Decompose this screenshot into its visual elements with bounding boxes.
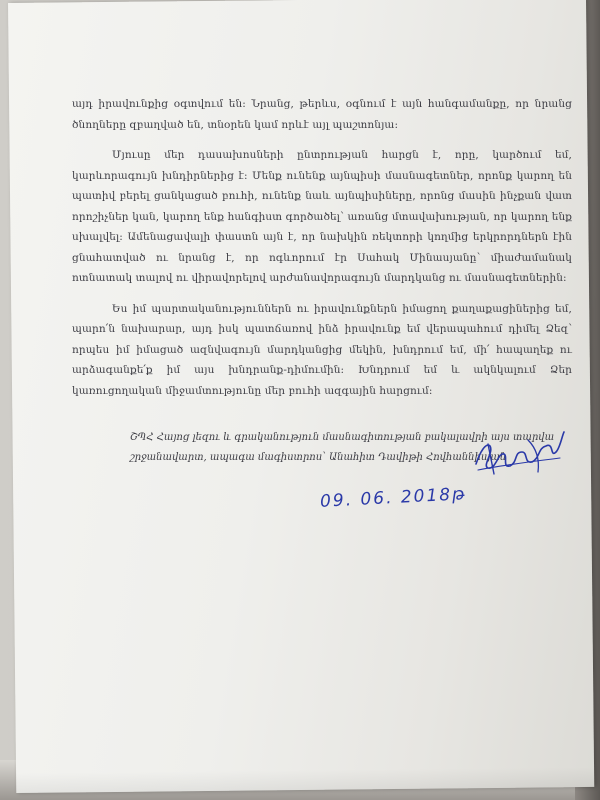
paragraph-2: Մյուսը մեր դասախոսների ընտրության հարցն է, որը, կարծում եմ, կարևորագույն խնդիրներից է: Մենք ունենք այնպիսի մասնագետներ, որոնք կարող են պատիվ բերել ցանկացած բուհի, ունենք նաև այնպիսիները, որոնց մասին ինչքան վատ որոշիչներ կան, կարող ենք հանգիստ գործածել՝ առանց մտավախության, որ կարող ենք սխալվել: Ամենացավալի փաստն այն է, որ նախկին ռեկտորի կողմից երկրորդներն էին ցնահատված ու նրանց է, որ ոգևորում էր Սահակ Մինասյանը՝ միաժամանակ ոտնատակ տալով ու վիրավորելով արժանավորագույն մարդկանց ու մասնագետներին: xyxy=(72,149,572,284)
paragraph-1: այդ իրավունքից օգտվում են: Նրանց, թերևս, օգնում է այն հանգամանքը, որ նրանց ծնողները զբաղված են, տնօրեն կամ որևէ այլ պաշտոնյա: xyxy=(72,98,572,131)
sender-info: ՇՊՀ Հայոց լեզու և գրականություն մասնագիտության բակալավրի այս տարվա շրջանավարտ, ապագա մագիստրոս՝ Անահիտ Դավիթի Հովհաննիսյան xyxy=(130,432,555,463)
paragraph-3: Ես իմ պարտականություններն ու իրավունքներն իմացող քաղաքացիներից եմ, պարո՛ն նախարար, այդ իսկ պատճառով ինձ իրավունք եմ վերապահում դիմել Ձեզ՝ որպես իմ իմացած ազնվագույն մարդկանցից մեկին, խնդրում եմ, մի՛ հապաղեք ու արձագանքե՛ք իմ այս խնդրանք-դիմումին: Խնդրում եմ և ակնկալում Ձեր կառուցողական միջամտությունը մեր բուհի ազգային հարցում: xyxy=(72,302,572,397)
handwritten-date: 09. 06. 2018թ xyxy=(319,484,468,512)
letter-body xyxy=(72,94,572,411)
handwritten-signature xyxy=(468,422,568,482)
